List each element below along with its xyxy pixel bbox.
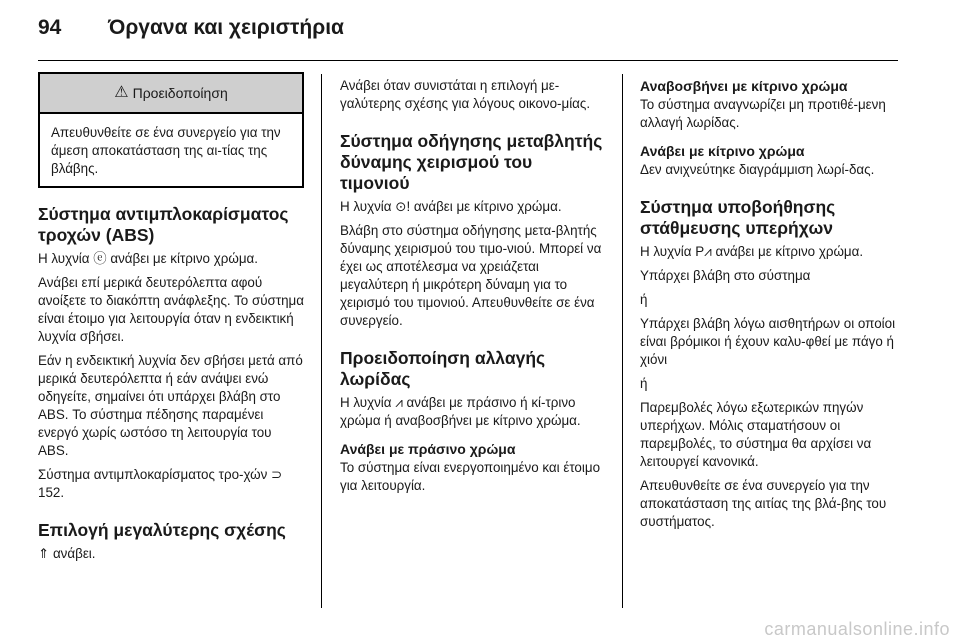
header-rule	[38, 60, 898, 61]
blink-heading: Αναβοσβήνει με κίτρινο χρώμα	[640, 78, 848, 94]
abs-paragraph-1: Η λυχνία ⓔ ανάβει με κίτρινο χρώμα.	[38, 251, 259, 266]
green-heading: Ανάβει με πράσινο χρώμα	[340, 441, 516, 457]
lane-paragraph-1: Η λυχνία ⩘ ανάβει με πράσινο ή κί-τρινο χρώμα ή αναβοσβήνει με κίτρινο χρώμα.	[340, 395, 581, 428]
parking-paragraph-4: Παρεμβολές λόγω εξωτερικών πηγών υπερήχων. Μόλις σταματήσουν οι παρεμβολές, το σύστημα θα αρχίσει να λειτουργεί κανονικά.	[640, 400, 872, 469]
warning-title: Προειδοποίηση	[132, 85, 228, 101]
gear-paragraph-2: Ανάβει όταν συνιστάται η επιλογή με-γαλύτερης σχέσης για λόγους οικονο-μίας.	[340, 78, 591, 111]
abs-paragraph-3: Εάν η ενδεικτική λυχνία δεν σβήσει μετά από μερικά δευτερόλεπτα ή εάν ανάψει ενώ οδηγείτε, σημαίνει ότι υπάρχει βλάβη στο ABS. Το σύστημα πέδησης παραμένει ενεργό χωρίς ωστόσο τη λειτουργία του ABS.	[38, 353, 303, 458]
warning-header	[40, 74, 302, 114]
page-header	[38, 8, 344, 48]
gear-paragraph-1: ⇑ ανάβει.	[38, 546, 96, 561]
column-divider-2	[622, 74, 623, 608]
gear-heading: Επιλογή μεγαλύτερης σχέσης	[38, 520, 286, 540]
column-divider-1	[321, 74, 322, 608]
steering-paragraph-2: Βλάβη στο σύστημα οδήγησης μετα-βλητής δύναμης χειρισμού του τιμο-νιού. Μπορεί να έχει ως αποτέλεσμα να χρειάζεται μεγαλύτερη ή μικρότερη δύναμη για το χειρισμό του τιμονιού. Απευθυνθείτε σε ένα συνεργείο.	[340, 223, 602, 328]
or-text-2: ή	[640, 376, 648, 391]
yellow-paragraph: Δεν ανιχνεύτηκε διαγράμμιση λωρί-δας.	[640, 162, 875, 177]
column-3	[640, 77, 906, 537]
steering-heading: Σύστημα οδήγησης μεταβλητής δύναμης χειρισμού του τιμονιού	[340, 131, 603, 193]
abs-paragraph-4: Σύστημα αντιμπλοκαρίσματος τρο-χών ⊃ 152.	[38, 467, 283, 500]
column-2	[340, 77, 606, 501]
column-1	[38, 72, 304, 569]
page-number: 94	[38, 16, 62, 39]
watermark: carmanualsonline.info	[764, 619, 950, 639]
yellow-heading: Ανάβει με κίτρινο χρώμα	[640, 143, 805, 159]
blink-paragraph: Το σύστημα αναγνωρίζει μη προτιθέ-μενη αλλαγή λωρίδας.	[640, 97, 886, 130]
lane-warning-heading: Προειδοποίηση αλλαγής λωρίδας	[340, 348, 546, 389]
parking-paragraph-2: Υπάρχει βλάβη στο σύστημα	[640, 268, 811, 283]
parking-paragraph-5: Απευθυνθείτε σε ένα συνεργείο για την αποκατάσταση της αιτίας της βλά-βης του συστήματος.	[640, 478, 887, 529]
parking-paragraph-3: Υπάρχει βλάβη λόγω αισθητήρων οι οποίοι είναι βρόμικοι ή έχουν καλυ-φθεί με πάγο ή χιόνι	[640, 316, 896, 367]
abs-heading: Σύστημα αντιμπλοκαρίσματος τροχών (ABS)	[38, 204, 289, 245]
or-text-1: ή	[640, 292, 648, 307]
abs-paragraph-2: Ανάβει επί μερικά δευτερόλεπτα αφού ανοίξετε το διακόπτη ανάφλεξης. Το σύστημα είναι έτοιμο για λειτουργία όταν η ενδεικτική λυχνία σβήσει.	[38, 275, 305, 344]
parking-paragraph-1: Η λυχνία P⩘ ανάβει με κίτρινο χρώμα.	[640, 244, 864, 259]
warning-text: Απευθυνθείτε σε ένα συνεργείο για την άμεση αποκατάσταση της αι-τίας της βλάβης.	[51, 125, 281, 176]
steering-paragraph-1: Η λυχνία ⊙! ανάβει με κίτρινο χρώμα.	[340, 199, 562, 214]
warning-box	[38, 72, 304, 188]
parking-heading: Σύστημα υποβοήθησης στάθμευσης υπερήχων	[640, 197, 836, 238]
warning-triangle-icon: ⚠	[114, 84, 129, 101]
green-paragraph: Το σύστημα είναι ενεργοποιημένο και έτοιμο για λειτουργία.	[340, 460, 601, 493]
chapter-title: Όργανα και χειριστήρια	[108, 16, 344, 39]
